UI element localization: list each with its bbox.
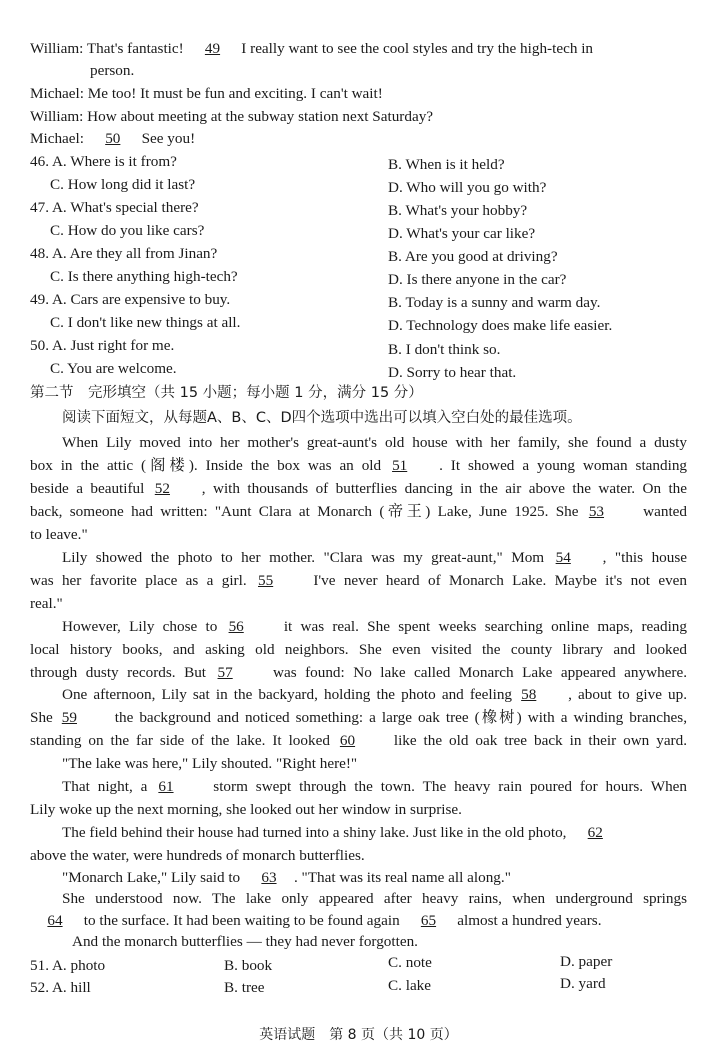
passage-text: almost a hundred years. [457, 912, 602, 929]
option-d: D. paper [560, 953, 613, 970]
answer-blank: 56 [228, 618, 244, 635]
option-c: C. How long did it last? [50, 176, 196, 193]
passage-line [62, 822, 687, 845]
page-footer: 英语试题 第 8 页（共 10 页） [259, 1027, 458, 1043]
passage-line [30, 478, 687, 501]
passage-text: One afternoon, Lily sat in the backyard, holding the photo and feeling [62, 686, 513, 703]
answer-blank: 61 [158, 778, 174, 795]
passage-text: , with thousands of butterflies dancing in the air above the water. On the [201, 480, 688, 497]
option-a: 48. A. Are they all from Jinan? [30, 245, 218, 262]
dialogue-line: Michael: Me too! It must be fun and exciting. I can't wait! [30, 85, 383, 102]
passage-text: . "That was its real name all along." [293, 869, 511, 886]
passage-line: real." [30, 595, 63, 612]
answer-blank: 59 [61, 709, 77, 726]
passage-text: However, Lily chose to [62, 618, 218, 635]
option-c: C. How do you like cars? [50, 222, 205, 239]
dialogue-text: Michael: [30, 130, 84, 147]
answer-blank: 65 [420, 912, 437, 929]
passage-line [30, 455, 687, 478]
passage-line [30, 501, 687, 524]
option-b: B. When is it held? [388, 156, 505, 173]
option-a: 52. A. hill [30, 979, 91, 996]
passage-line: to leave." [30, 526, 88, 543]
passage-line: And the monarch butterflies — they had never forgotten. [72, 933, 418, 950]
passage-line [30, 910, 687, 933]
passage-line [30, 570, 687, 593]
option-c: C. I don't like new things at all. [50, 314, 241, 331]
passage-text: Lily showed the photo to her mother. "Clara was my great-aunt," Mom [62, 549, 545, 566]
option-a: 49. A. Cars are expensive to buy. [30, 291, 231, 308]
section-heading: 第二节 完形填空（共 15 小题；每小题 1 分，满分 15 分） [30, 385, 423, 401]
passage-line: Lily woke up the next morning, she looked out her window in surprise. [30, 801, 462, 818]
passage-line: local history books, and asking old neighbors. She even visited the county library and looked [30, 641, 687, 658]
passage-line [62, 867, 687, 890]
passage-text: back, someone had written: "Aunt Clara at Monarch (帝王) Lake, June 1925. She [30, 503, 579, 520]
answer-blank: 58 [521, 686, 537, 703]
option-d: D. yard [560, 975, 606, 992]
passage-line: "The lake was here," Lily shouted. "Right here!" [62, 755, 358, 772]
passage-text: She [30, 709, 53, 726]
passage-text: to the surface. It had been waiting to be found again [83, 912, 400, 929]
option-d: D. Is there anyone in the car? [388, 271, 567, 288]
passage-line [62, 547, 687, 570]
passage-line: When Lily moved into her mother's great-aunt's old house with her family, she found a dusty [62, 434, 687, 451]
dialogue-line [30, 128, 687, 151]
option-a: 46. A. Where is it from? [30, 153, 177, 170]
passage-text: it was real. She spent weeks searching online maps, reading [283, 618, 687, 635]
passage-text: , about to give up. [568, 686, 688, 703]
answer-blank: 62 [587, 824, 603, 841]
option-c: C. note [388, 954, 432, 971]
passage-text: That night, a [62, 778, 148, 795]
option-b: B. What's your hobby? [388, 202, 528, 219]
option-b: B. I don't think so. [388, 341, 501, 358]
answer-blank: 60 [339, 732, 356, 749]
option-a: 51. A. photo [30, 957, 106, 974]
passage-line [30, 707, 687, 730]
dialogue-line: William: How about meeting at the subway station next Saturday? [30, 108, 434, 125]
answer-blank: 50 [105, 130, 121, 147]
answer-blank: 49 [204, 40, 221, 57]
option-a: 50. A. Just right for me. [30, 337, 175, 354]
option-d: D. Sorry to hear that. [388, 364, 517, 381]
passage-line [62, 776, 687, 799]
option-b: B. book [224, 957, 273, 974]
passage-line [62, 684, 687, 707]
answer-blank: 54 [555, 549, 571, 566]
passage-line: above the water, were hundreds of monarch butterflies. [30, 847, 365, 864]
answer-blank: 63 [261, 869, 277, 886]
option-c: C. You are welcome. [50, 360, 177, 377]
option-d: D. What's your car like? [388, 225, 536, 242]
passage-text: like the old oak tree back in their own yard. [393, 732, 688, 749]
answer-blank: 52 [154, 480, 170, 497]
passage-text: beside a beautiful [30, 480, 145, 497]
passage-text: I've never heard of Monarch Lake. Maybe it's not even [313, 572, 688, 589]
passage-text: the background and noticed something: a large oak tree (橡树) with a winding branches, [114, 709, 688, 726]
passage-text: was found: No lake called Monarch Lake appeared anywhere. [273, 664, 688, 681]
passage-line [62, 616, 687, 639]
dialogue-text: person. [90, 62, 135, 79]
option-c: C. Is there anything high-tech? [50, 268, 238, 285]
passage-line [30, 730, 687, 753]
option-d: D. Who will you go with? [388, 179, 547, 196]
answer-blank: 55 [258, 572, 274, 589]
option-a: 47. A. What's special there? [30, 199, 199, 216]
passage-line: She understood now. The lake only appeared after heavy rains, when underground springs [62, 890, 687, 907]
passage-text: was her favorite place as a girl. [30, 572, 247, 589]
passage-text: box in the attic (阁楼). Inside the box was an old [30, 457, 382, 474]
passage-text: wanted [643, 503, 687, 520]
option-b: B. tree [224, 979, 265, 996]
answer-blank: 53 [588, 503, 605, 520]
passage-text: standing on the far side of the lake. It looked [30, 732, 330, 749]
option-b: B. Are you good at driving? [388, 248, 558, 265]
dialogue-text: I really want to see the cool styles and try the high-tech in [241, 40, 594, 57]
dialogue-line [30, 38, 687, 61]
option-d: D. Technology does make life easier. [388, 317, 613, 334]
answer-blank: 57 [217, 664, 233, 681]
option-c: C. lake [388, 977, 432, 994]
dialogue-text: William: That's fantastic! [30, 40, 184, 57]
passage-text: . It showed a young woman standing [439, 457, 688, 474]
section-instruction: 阅读下面短文，从每题A、B、C、D四个选项中选出可以填入空白处的最佳选项。 [62, 410, 582, 426]
passage-text: "Monarch Lake," Lily said to [62, 869, 241, 886]
dialogue-text: See you! [141, 130, 196, 147]
passage-text: The field behind their house had turned into a shiny lake. Just like in the old photo, [62, 824, 567, 841]
option-b: B. Today is a sunny and warm day. [388, 294, 601, 311]
answer-blank: 51 [392, 457, 408, 474]
answer-blank: 64 [47, 912, 63, 929]
passage-text: through dusty records. But [30, 664, 207, 681]
passage-text: , "this house [602, 549, 687, 566]
passage-text: storm swept through the town. The heavy rain poured for hours. When [213, 778, 688, 795]
passage-line [30, 662, 687, 685]
